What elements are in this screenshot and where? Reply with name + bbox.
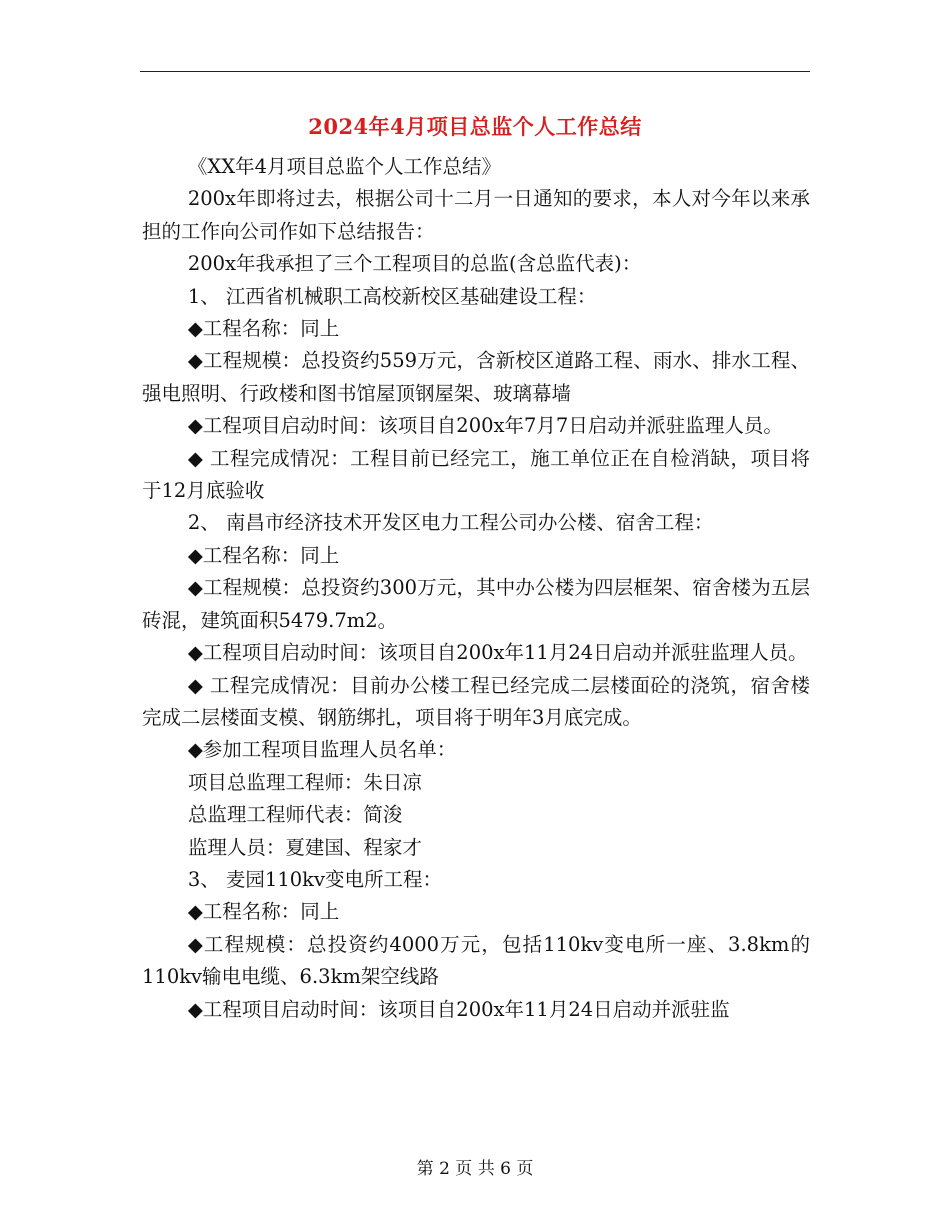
staff-members: 监理人员：夏建国、程家才 xyxy=(187,835,422,859)
project-3-start: ◆工程项目启动时间：该项目自200x年11月24日启动并派驻监 xyxy=(187,997,730,1021)
document-title: 2024年4月项目总监个人工作总结 xyxy=(308,114,642,139)
paragraph-1: 《XX年4月项目总监个人工作总结》 xyxy=(187,155,501,178)
project-1-scale: ◆工程规模：总投资约559万元，含新校区道路工程、雨水、排水工程、强电照明、行政楼和图书馆屋顶钢屋架、玻璃幕墙 xyxy=(142,349,810,405)
project-2-start: ◆工程项目启动时间：该项目自200x年11月24日启动并派驻监理人员。 xyxy=(187,641,808,665)
project-1-heading: 1、 江西省机械职工高校新校区基础建设工程： xyxy=(187,284,597,308)
staff-deputy: 总监理工程师代表：简浚 xyxy=(187,803,403,827)
project-2-status: ◆ 工程完成情况：目前办公楼工程已经完成二层楼面砼的浇筑，宿舍楼完成二层楼面支模、钢筋绑扎，项目将于明年3月底完成。 xyxy=(142,673,810,729)
paragraph-2: 200x年即将过去，根据公司十二月一日通知的要求，本人对今年以来承担的工作向公司作如下总结报告： xyxy=(142,187,810,243)
header-rule xyxy=(140,71,810,72)
project-2-name: ◆工程名称：同上 xyxy=(187,543,340,567)
paragraph-3: 200x年我承担了三个工程项目的总监(含总监代表)： xyxy=(187,252,642,276)
project-2-heading: 2、 南昌市经济技术开发区电力工程公司办公楼、宿舍工程： xyxy=(187,511,714,535)
project-2-scale: ◆工程规模：总投资约300万元，其中办公楼为四层框架、宿舍楼为五层砖混，建筑面积5479.7m2。 xyxy=(142,576,810,632)
project-3-name: ◆工程名称：同上 xyxy=(187,900,340,924)
project-1-name: ◆工程名称：同上 xyxy=(187,317,340,341)
project-3-scale: ◆工程规模：总投资约4000万元，包括110kv变电所一座、3.8km的110kv输电电缆、6.3km架空线路 xyxy=(142,932,810,989)
document-body xyxy=(142,151,810,1026)
page-number: 第 2 页 共 6 页 xyxy=(416,1159,534,1179)
project-1-status: ◆ 工程完成情况：工程目前已经完工，施工单位正在自检消缺，项目将于12月底验收 xyxy=(142,446,810,503)
project-3-heading: 3、 麦园110kv变电所工程： xyxy=(187,867,442,891)
project-1-start: ◆工程项目启动时间：该项目自200x年7月7日启动并派驻监理人员。 xyxy=(187,414,783,438)
staff-chief: 项目总监理工程师：朱日凉 xyxy=(187,770,422,794)
staff-list-heading: ◆参加工程项目监理人员名单： xyxy=(187,738,457,762)
